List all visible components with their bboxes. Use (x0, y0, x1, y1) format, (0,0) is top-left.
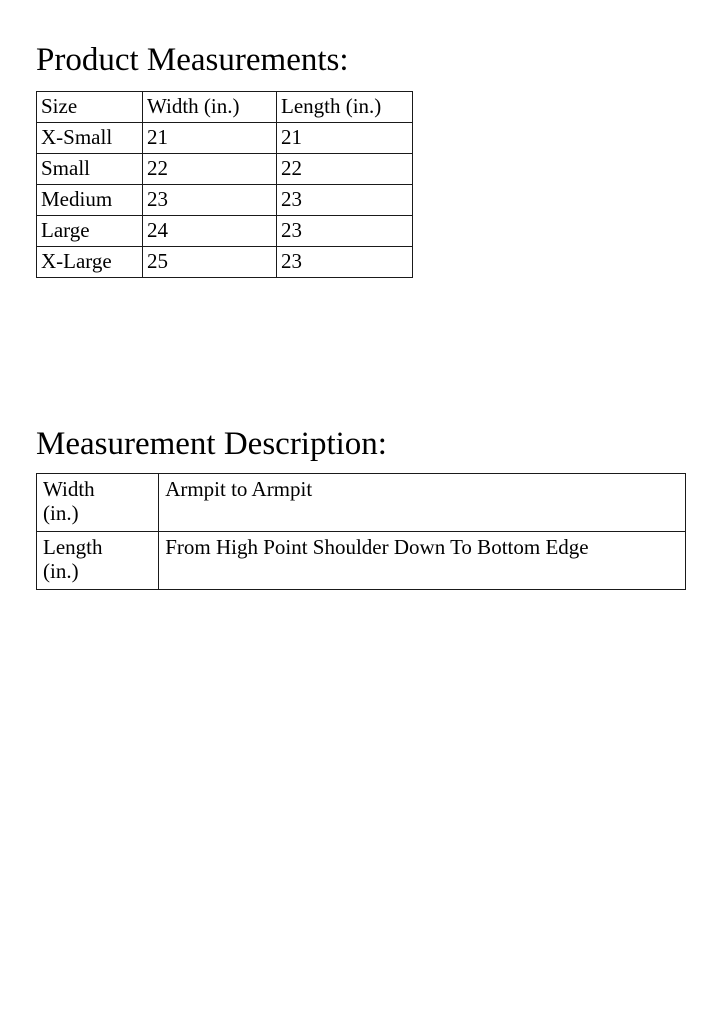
cell-width: 21 (143, 123, 277, 154)
cell-measurement-definition: From High Point Shoulder Down To Bottom Edge (159, 532, 686, 590)
cell-measurement-term (37, 474, 159, 532)
table-row (37, 247, 413, 278)
cell-measurement-definition: Armpit to Armpit (159, 474, 686, 532)
cell-size: X-Small (37, 123, 143, 154)
cell-length: 23 (277, 185, 413, 216)
cell-size: Large (37, 216, 143, 247)
measurement-description-table (36, 473, 686, 590)
table-row (37, 123, 413, 154)
cell-width: 22 (143, 154, 277, 185)
table-row (37, 185, 413, 216)
table-header-row (37, 92, 413, 123)
cell-measurement-term (37, 532, 159, 590)
table-row (37, 216, 413, 247)
cell-size: Small (37, 154, 143, 185)
cell-length: 23 (277, 216, 413, 247)
table-row (37, 154, 413, 185)
page-title-product-measurements: Product Measurements: (36, 42, 349, 78)
cell-size: Medium (37, 185, 143, 216)
product-measurements-table (36, 91, 413, 278)
cell-width: 25 (143, 247, 277, 278)
cell-width: 23 (143, 185, 277, 216)
cell-length: 23 (277, 247, 413, 278)
term-label: Width (43, 477, 95, 501)
column-header-size: Size (37, 92, 143, 123)
term-unit: (in.) (43, 558, 79, 583)
column-header-length: Length (in.) (277, 92, 413, 123)
cell-width: 24 (143, 216, 277, 247)
table-row (37, 474, 686, 532)
term-label: Length (43, 535, 103, 560)
cell-size: X-Large (37, 247, 143, 278)
column-header-width: Width (in.) (143, 92, 277, 123)
table-row (37, 532, 686, 590)
cell-length: 21 (277, 123, 413, 154)
cell-length: 22 (277, 154, 413, 185)
page-title-measurement-description: Measurement Description: (36, 426, 387, 462)
term-unit: (in.) (43, 500, 79, 525)
